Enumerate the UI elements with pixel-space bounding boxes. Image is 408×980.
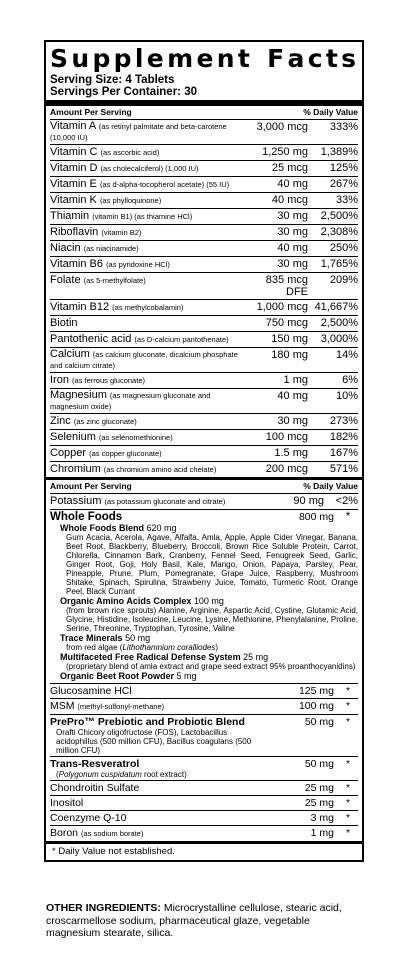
nutrient-note: (as retinyl palmitate and beta-carotene (10,000 IU) — [50, 122, 227, 142]
nutrient-daily-value: 250% — [329, 242, 358, 254]
table-row — [50, 683, 358, 698]
table-row — [50, 192, 358, 208]
nutrient-name: Vitamin B6 — [50, 258, 103, 270]
blend-item — [50, 671, 358, 681]
table-row — [50, 795, 358, 810]
blend-description: (from brown rice sprouts) Alanine, Arginine, Aspartic Acid, Cystine, Glutamic Acid, Glycine, Histidine, Isoleucine, Leucine, Lysine, Methionine, Phenylalanine, Proline, Serine, Threonine, Tryptophan, Tyrosine, Valine — [66, 606, 358, 633]
nutrient-name: Copper — [50, 447, 87, 459]
blend-label: Organic Amino Acids Complex — [60, 596, 192, 606]
nutrient-note: (as 5-methylfolate) — [83, 276, 146, 285]
ingredient-amount: 50 mg — [304, 758, 334, 770]
table-row — [50, 388, 358, 413]
nutrient-daily-value: 333% — [329, 121, 358, 133]
nutrient-daily-value: 267% — [329, 178, 358, 190]
ingredient-name: Chondroitin Sulfate — [50, 782, 140, 794]
title-letter: c — [307, 44, 325, 73]
title-letter: m — [167, 44, 196, 73]
blend-quantity: 5 mg — [176, 671, 197, 681]
nutrient-name: Zinc — [50, 415, 71, 427]
table-row — [50, 429, 358, 445]
nutrient-amount: 30 mg — [277, 226, 308, 238]
ingredient-name: Inositol — [50, 797, 84, 809]
nutrient-daily-value: 6% — [342, 374, 358, 386]
nutrient-amount: 30 mg — [277, 258, 308, 270]
ingredient-mark: * — [345, 812, 351, 824]
table-row — [50, 299, 358, 315]
blend-description: Gum Acacia, Acerola, Agave, Alfalfa, Amla, Apple, Apple Cider Vinegar, Banana, Beet Root, Blackberry, Blueberry, Broccoli, Brown Rice Soluble Protein, Carrot, Chlorella, Cinnamon Bark, Cranberry, Fennel Seed, Fenugreek Seed, Garlic, Ginger Root, Goji, Holy Basil, Kale, Mango, Onion, Papaya, Parsley, Pear, Pineapple, Prune, Plum, Pomegranate, Grape Juice, Raspberry, Mushroom Shitake, Spinach, Spirulina, Strawberry Juice, Tomato, Turmeric Root, Orange Peel, Black Currant — [66, 533, 358, 596]
nutrient-name: Vitamin A — [50, 120, 96, 132]
nutrient-daily-value: 33% — [335, 194, 358, 206]
table-row — [50, 119, 358, 144]
nutrient-note: (as ascorbic acid) — [100, 148, 160, 157]
ingredient-description: Orafti Chicory oligofructose (FOS), Lactobacillus acidophillus (500 million CFU), Bacillus coagulans (500 million CFU) — [56, 728, 252, 755]
nutrient-note: (as pyridoxine HCl) — [106, 260, 170, 269]
nutrient-note: (as D-calcium pantothenate) — [134, 335, 229, 344]
nutrient-amount: 25 mcg — [271, 162, 308, 174]
nutrient-note: (as cholecalciferol) (1,000 IU) — [100, 164, 199, 173]
blend-item — [50, 633, 358, 652]
nutrient-amount: 40 mg — [277, 178, 308, 190]
title-letter: F — [267, 44, 287, 73]
blend-label: Whole Foods Blend — [60, 523, 144, 533]
nutrient-daily-value: 273% — [329, 415, 358, 427]
nutrient-amount: 150 mg — [271, 333, 308, 345]
nutrient-note: (vitamin B2) — [101, 228, 142, 237]
ingredient-note: (as sodium borate) — [80, 829, 144, 838]
table-header-2 — [50, 480, 358, 493]
blend-item — [50, 596, 358, 633]
panel-title — [50, 42, 358, 74]
nutrient-amount: 1 mg — [283, 374, 308, 386]
nutrient-note: (as potassium gluconate and citrate) — [104, 497, 226, 506]
nutrient-name: Vitamin K — [50, 194, 97, 206]
nutrient-note: (as niacinamide) — [83, 244, 139, 253]
title-letter: n — [216, 44, 237, 73]
title-letter: e — [146, 44, 166, 73]
nutrient-name: Riboflavin — [50, 226, 99, 238]
blend-item — [50, 652, 358, 671]
servings-per-container: Servings Per Container: 30 — [50, 86, 197, 98]
nutrient-name: Chromium — [50, 463, 101, 475]
whole-foods-section — [50, 509, 358, 683]
header-amount: Amount Per Serving — [50, 107, 132, 117]
table-row — [50, 461, 358, 477]
nutrient-name: Selenium — [50, 431, 96, 443]
ingredient-mark: * — [345, 782, 351, 794]
nutrient-daily-value: 1,765% — [320, 258, 358, 270]
nutrient-amount: 180 mg — [271, 349, 308, 361]
other-ingredients-label: OTHER INGREDIENTS: — [46, 902, 161, 914]
table-row — [50, 272, 358, 299]
whole-foods-amount: 800 mg — [298, 511, 334, 523]
other-ingredients-table — [50, 683, 358, 841]
ingredient-name: Boron — [50, 827, 79, 839]
nutrient-name: Vitamin B12 — [50, 301, 110, 313]
nutrient-amount: 30 mg — [277, 415, 308, 427]
blend-quantity: 620 mg — [146, 523, 177, 533]
table-row — [50, 810, 358, 825]
table-row — [50, 315, 358, 331]
ingredient-amount: 125 mg — [298, 685, 334, 697]
nutrient-daily-value: 2,500% — [320, 210, 358, 222]
table-row — [50, 240, 358, 256]
ingredient-mark: * — [345, 797, 351, 809]
table-row — [50, 825, 358, 841]
ingredient-amount: 3 mg — [310, 812, 334, 824]
blend-label: Organic Beet Root Powder — [60, 671, 175, 681]
nutrient-daily-value: 182% — [329, 431, 358, 443]
nutrient-daily-value: 571% — [329, 463, 358, 475]
nutrient-name: Vitamin C — [50, 146, 98, 158]
ingredient-mark: * — [345, 758, 351, 770]
nutrient-note: (as methylcobalamin) — [112, 303, 184, 312]
ingredient-name: Glucosamine HCl — [50, 685, 132, 697]
nutrient-amount: 90 mg — [293, 495, 324, 507]
nutrient-amount: 40 mg — [277, 390, 308, 402]
ingredient-amount: 1 mg — [310, 827, 334, 839]
nutrient-name: Calcium — [50, 348, 90, 360]
nutrient-daily-value: 209% — [329, 274, 358, 286]
nutrient-daily-value: 1,389% — [320, 146, 358, 158]
title-letter: e — [196, 44, 216, 73]
title-letter: s — [341, 44, 358, 73]
nutrient-amount: 40 mcg — [271, 194, 308, 206]
nutrient-note: (as phylloquinone) — [99, 196, 162, 205]
nutrient-daily-value: <2% — [335, 495, 358, 507]
nutrient-amount: 40 mg — [277, 242, 308, 254]
table-header — [50, 106, 358, 119]
ingredient-name: MSM — [50, 700, 75, 712]
title-letter: u — [71, 44, 92, 73]
ingredient-amount: 25 mg — [304, 797, 334, 809]
nutrient-note: (as magnesium gluconate and magnesium oxide) — [50, 391, 211, 411]
nutrient-note: (as selenomethionine) — [98, 433, 173, 442]
nutrient-name: Vitamin D — [50, 162, 98, 174]
nutrient-name: Thiamin — [50, 210, 90, 222]
ingredient-mark: * — [345, 700, 351, 712]
table-row — [50, 413, 358, 429]
header-daily-value: % Daily Value — [303, 481, 358, 491]
nutrient-daily-value: 3,000% — [320, 333, 358, 345]
blend-quantity: 100 mg — [193, 596, 224, 606]
nutrient-daily-value: 10% — [335, 390, 358, 402]
table-row — [50, 756, 358, 780]
blend-item — [50, 523, 358, 596]
nutrient-daily-value: 125% — [329, 162, 358, 174]
nutrient-amount: 1.5 mg — [274, 447, 308, 459]
nutrient-amount: 1,250 mg — [262, 146, 308, 158]
nutrient-name: Niacin — [50, 242, 81, 254]
footnote: * Daily Value not established. — [46, 841, 362, 860]
vitamins-table — [50, 119, 358, 477]
header-amount: Amount Per Serving — [50, 481, 132, 491]
nutrient-amount: 835 mcg DFE — [265, 274, 308, 298]
nutrient-name: Biotin — [50, 317, 78, 329]
header-daily-value: % Daily Value — [303, 107, 358, 117]
ingredient-name: Coenzyme Q-10 — [50, 812, 127, 824]
title-letter: l — [134, 44, 146, 73]
table-row — [50, 160, 358, 176]
nutrient-note: (vitamin B1) (as thiamine HCl) — [92, 212, 193, 221]
nutrient-note: (as chromium amino acid chelate) — [103, 465, 217, 474]
blend-description: (proprietary blend of amla extract and grape seed extract 95% proanthocyanidins) — [66, 662, 356, 671]
table-row — [50, 176, 358, 192]
whole-foods-mark: * — [345, 511, 351, 523]
table-row — [50, 224, 358, 240]
ingredient-amount: 25 mg — [304, 782, 334, 794]
nutrient-daily-value: 2,500% — [320, 317, 358, 329]
ingredient-name: Trans-Resveratrol — [50, 758, 140, 770]
nutrient-amount: 200 mcg — [265, 463, 308, 475]
whole-foods-name: Whole Foods — [50, 511, 123, 523]
nutrient-name: Pantothenic acid — [50, 333, 132, 345]
title-letter: S — [50, 44, 71, 73]
ingredient-mark: * — [345, 716, 351, 728]
ingredient-mark: * — [345, 685, 351, 697]
nutrient-name: Vitamin E — [50, 178, 97, 190]
nutrient-note: (as d-alpha-tocopherol acetate) (55 IU) — [99, 180, 230, 189]
nutrient-note: (as calcium gluconate, dicalcium phosphate and calcium citrate) — [50, 350, 238, 370]
table-row — [50, 698, 358, 714]
nutrient-amount: 30 mg — [277, 210, 308, 222]
ingredient-note: (methyl-sulfonyl-methane) — [77, 702, 165, 711]
blend-quantity: 25 mg — [243, 652, 269, 662]
nutrient-note: (as zinc gluconate) — [73, 417, 137, 426]
nutrient-note: (as copper gluconate) — [89, 449, 162, 458]
table-row — [50, 347, 358, 372]
ingredient-description: (Polygonum cuspidatum root extract) — [56, 770, 187, 779]
nutrient-amount: 1,000 mcg — [256, 301, 308, 313]
nutrient-name: Magnesium — [50, 389, 107, 401]
nutrient-amount: 100 mcg — [265, 431, 308, 443]
table-row — [50, 144, 358, 160]
nutrient-daily-value: 2,308% — [320, 226, 358, 238]
title-letter: p — [113, 44, 134, 73]
blend-description: from red algae (Lithothamnium coralliodes) — [66, 643, 219, 652]
ingredient-amount: 100 mg — [298, 700, 334, 712]
whole-foods-blends — [50, 523, 358, 681]
nutrient-note: (as ferrous gluconate) — [72, 376, 145, 385]
blend-label: Multifaceted Free Radical Defense System — [60, 652, 241, 662]
blend-quantity: 50 mg — [125, 633, 151, 643]
nutrient-name: Iron — [50, 374, 69, 386]
nutrient-name: Potassium — [50, 495, 102, 507]
ingredient-mark: * — [345, 827, 351, 839]
table-row — [50, 372, 358, 388]
ingredient-name: PrePro™ Prebiotic and Probiotic Blend — [50, 716, 245, 728]
blend-label: Trace Minerals — [60, 633, 123, 643]
title-letter: t — [325, 44, 340, 73]
table-row — [50, 445, 358, 461]
nutrient-daily-value: 14% — [335, 349, 358, 361]
title-letter: p — [92, 44, 113, 73]
ingredient-amount: 50 mg — [304, 716, 334, 728]
table-row — [50, 714, 358, 756]
serving-size: Serving Size: 4 Tablets — [50, 74, 175, 86]
supplement-facts-panel — [44, 40, 364, 862]
nutrient-amount: 3,000 mcg — [256, 121, 308, 133]
table-row — [50, 256, 358, 272]
nutrient-amount: 750 mcg — [265, 317, 308, 329]
other-ingredients — [46, 902, 364, 940]
other-ingredients-text: Microcrystalline cellulose, stearic acid, croscarmellose sodium, pharmaceutical glaze, vegetable magnesium stearate, silica. — [46, 902, 342, 939]
title-letter: a — [287, 44, 307, 73]
table-row — [50, 331, 358, 347]
table-row — [50, 780, 358, 795]
title-letter: t — [237, 44, 252, 73]
table-row — [50, 208, 358, 224]
nutrient-daily-value: 41,667% — [314, 301, 358, 313]
table-row-potassium — [50, 493, 358, 509]
nutrient-daily-value: 167% — [329, 447, 358, 459]
nutrient-name: Folate — [50, 274, 81, 286]
